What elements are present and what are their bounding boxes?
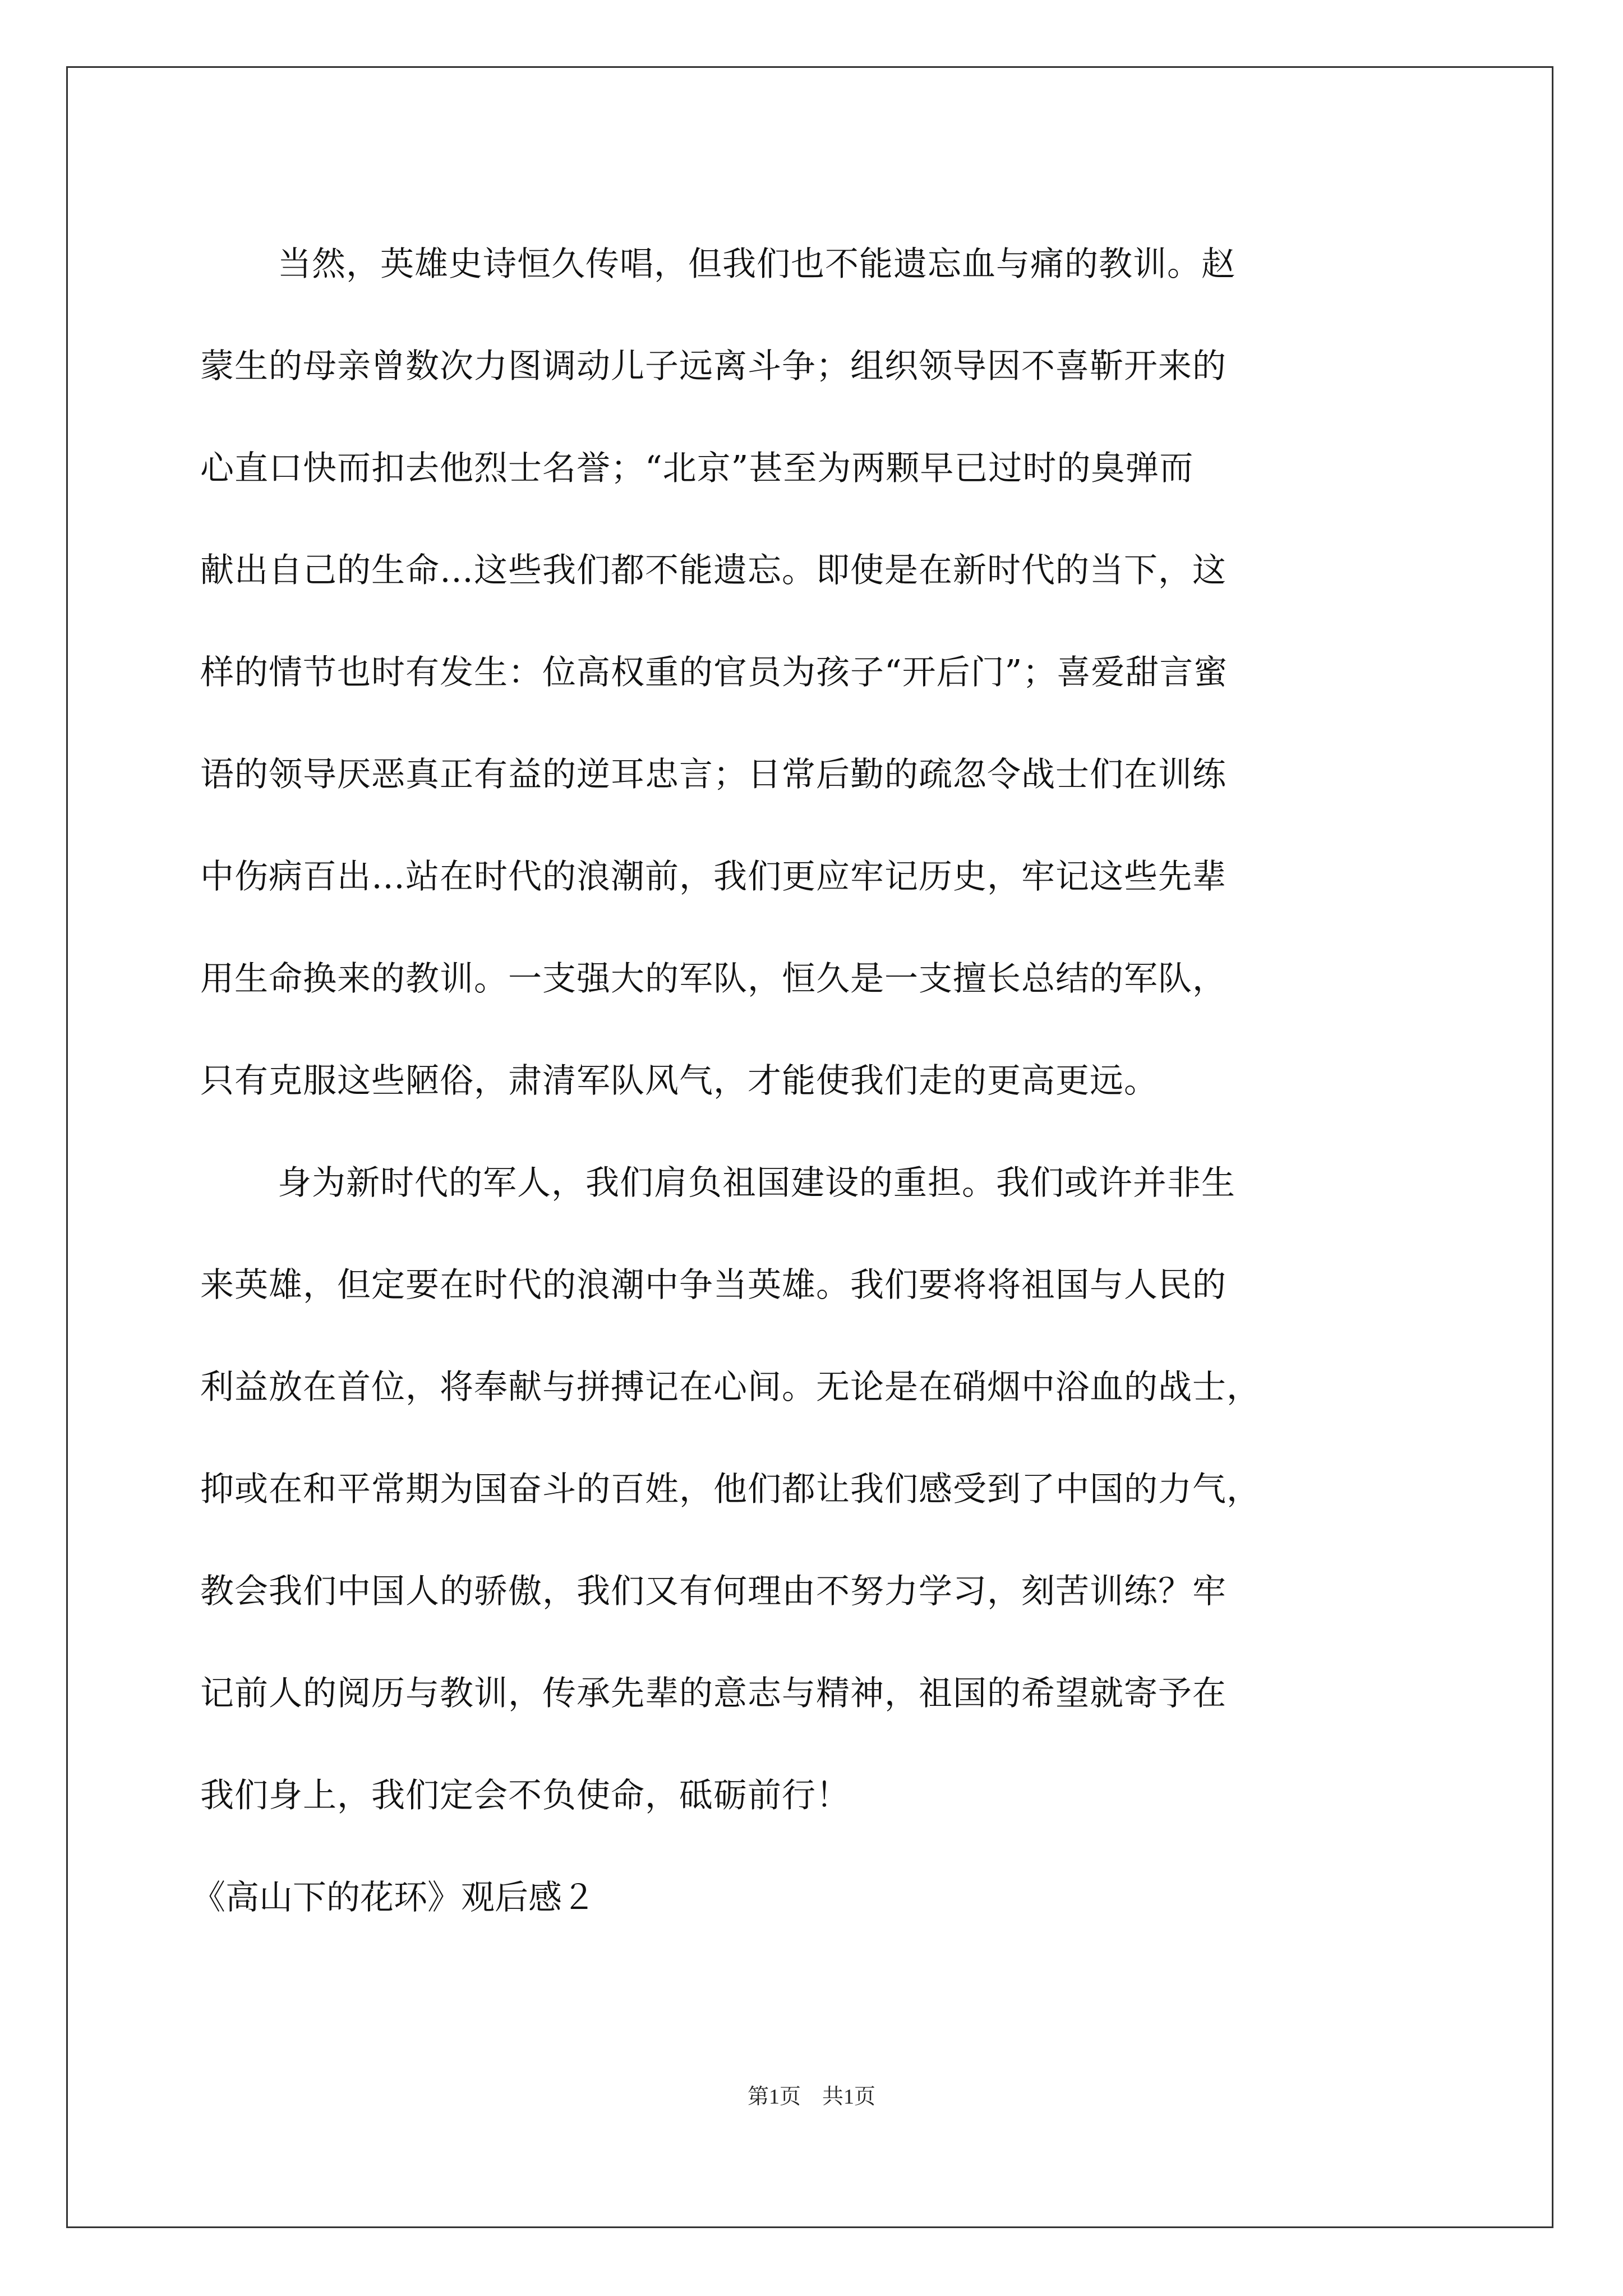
- paragraph-line: 记前人的阅历与教训，传承先辈的意志与精神，祖国的希望就寄予在: [200, 1674, 1227, 1713]
- paragraph-line: 我们身上，我们定会不负使命，砥砺前行！: [200, 1776, 850, 1815]
- paragraph-line: 当然，英雄史诗恒久传唱，但我们也不能遗忘血与痛的教训。赵: [278, 245, 1235, 284]
- paragraph-line: 蒙生的母亲曾数次力图调动儿子远离斗争；组织领导因不喜靳开来的: [200, 347, 1227, 386]
- paragraph-1: [200, 213, 1456, 1132]
- paragraph-line: 抑或在和平常期为国奋斗的百姓，他们都让我们感受到了中国的力气，: [200, 1470, 1261, 1509]
- paragraph-line: 教会我们中国人的骄傲，我们又有何理由不努力学习，刻苦训练？牢: [200, 1572, 1227, 1611]
- section-heading: 《高山下的花环》观后感２: [192, 1878, 596, 1917]
- paragraph-line: 心直口快而扣去他烈士名誉；“北京”甚至为两颗早已过时的臭弹而: [200, 449, 1194, 488]
- page-number: 第1页 共1页: [747, 2085, 875, 2109]
- paragraph-line: 身为新时代的军人，我们肩负祖国建设的重担。我们或许并非生: [278, 1163, 1235, 1203]
- paragraph-line: 中伤病百出…站在时代的浪潮前，我们更应牢记历史，牢记这些先辈: [200, 857, 1227, 896]
- paragraph-line: 只有克服这些陋俗，肃清军队风气，才能使我们走的更高更远。: [200, 1061, 1158, 1101]
- paragraph-line: 样的情节也时有发生：位高权重的官员为孩子“开后门”；喜爱甜言蜜: [200, 653, 1228, 692]
- paragraph-line: 语的领导厌恶真正有益的逆耳忠言；日常后勤的疏忽令战士们在训练: [200, 755, 1227, 794]
- paragraph-line: 献出自己的生命…这些我们都不能遗忘。即使是在新时代的当下，这: [200, 551, 1227, 590]
- paragraph-line: 来英雄，但定要在时代的浪潮中争当英雄。我们要将将祖国与人民的: [200, 1266, 1227, 1305]
- paragraph-line: 利益放在首位，将奉献与拼搏记在心间。无论是在硝烟中浴血的战士，: [200, 1368, 1261, 1407]
- paragraph-line: 用生命换来的教训。一支强大的军队，恒久是一支擅长总结的军队，: [200, 959, 1227, 999]
- document-body: [192, 213, 1456, 1949]
- paragraph-2: [200, 1132, 1456, 1847]
